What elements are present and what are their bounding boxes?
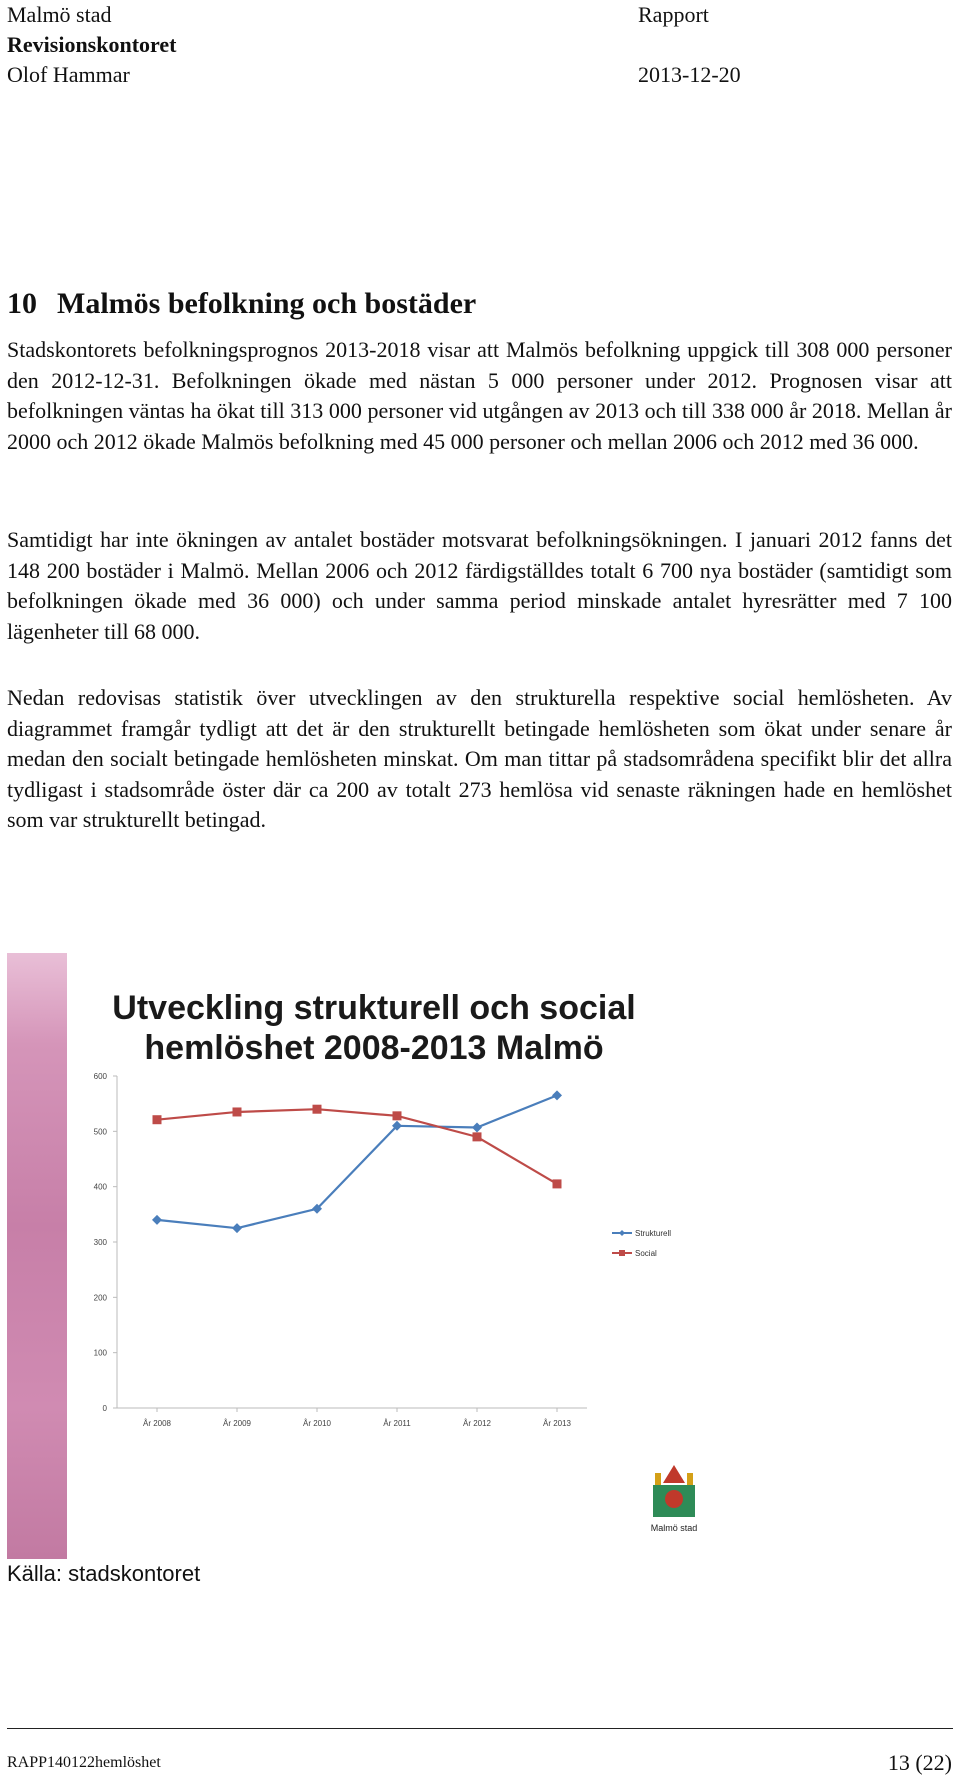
y-tick-label: 200: [93, 1293, 107, 1303]
paragraph-1-block: [7, 335, 952, 457]
paragraph-1: Stadskontorets befolkningsprognos 2013-2018 visar att Malmös befolkning uppgick till 308 000 personer den 2012-12-31. Befolkningen ökade med nästan 5 000 personer under 2012. Prognosen visar att befolkningen väntas ha ökat till 313 000 personer vid utgången av 2013 och till 338 000 år 2018. Mellan år 2000 och 2012 ökade Malmös befolkning med 45 000 personer och mellan 2006 och 2012 med 36 000.: [7, 337, 952, 454]
section-number: 10: [7, 287, 37, 320]
legend-marker: [619, 1250, 625, 1256]
y-tick-label: 100: [93, 1348, 107, 1358]
footer-divider: [7, 1728, 953, 1729]
x-tick-label: År 2012: [462, 1419, 492, 1428]
x-tick-label: År 2009: [222, 1419, 252, 1428]
chart-title-line-1: Utveckling strukturell och social: [112, 989, 636, 1027]
paragraph-2-block: [7, 525, 952, 647]
header-doctype: Rapport: [638, 2, 709, 27]
data-point-social: [473, 1132, 482, 1141]
y-tick-label: 0: [102, 1404, 107, 1413]
malmo-stad-logo: [651, 1465, 698, 1533]
header-org: Malmö stad: [7, 2, 112, 27]
x-tick-label: År 2013: [542, 1419, 572, 1428]
paragraph-3: Nedan redovisas statistik över utvecklingen av den strukturella respektive social hemlösheten. Av diagrammet framgår tydligt att det är den strukturellt betingade hemlösheten som ökat under senare år medan den socialt betingade hemlösheten minskat. Om man tittar på stadsområdena specifikt blir det allra tydligast i stadsområde öster där ca 200 av totalt 273 hemlösa vid senaste räkningen hade en hemlöshet som var strukturellt betingad.: [7, 685, 952, 833]
y-tick-label: 400: [93, 1182, 107, 1192]
x-tick-label: År 2008: [142, 1419, 172, 1428]
header-date: 2013-12-20: [638, 62, 741, 87]
y-tick-label: 600: [93, 1072, 107, 1081]
data-point-strukturell: [472, 1122, 482, 1132]
data-point-social: [553, 1179, 562, 1188]
header-dept: Revisionskontoret: [7, 32, 177, 57]
section-heading: [7, 284, 476, 324]
decorative-stripe: [7, 953, 67, 1559]
data-point-strukturell: [152, 1215, 162, 1225]
footer-page-number: 13 (22): [887, 1750, 952, 1775]
data-point-strukturell: [552, 1090, 562, 1100]
legend-label: Social: [635, 1249, 657, 1258]
x-tick-label: År 2011: [383, 1419, 411, 1428]
x-tick-label: År 2010: [302, 1419, 332, 1428]
line-chart: [67, 953, 767, 1559]
chart-figure: [7, 953, 769, 1573]
footer-doc-id: RAPP140122hemlöshet: [7, 1754, 161, 1771]
chart-title-line-2: hemlöshet 2008-2013 Malmö: [144, 1029, 604, 1067]
source-caption: Källa: stadskontoret: [7, 1561, 201, 1586]
series-line-strukturell: [157, 1095, 557, 1228]
data-point-social: [233, 1107, 242, 1116]
paragraph-2: Samtidigt har inte ökningen av antalet bostäder motsvarat befolkningsökningen. I januari 2012 fanns det 148 200 bostäder i Malmö. Mellan 2006 och 2012 färdigställdes totalt 6 700 nya bostäder (samtidigt som befolkningen ökade med 36 000) och under samma period minskade antalet hyresrätter med 7 100 lägenheter till 68 000.: [7, 527, 952, 644]
data-point-social: [313, 1105, 322, 1114]
header-author: Olof Hammar: [7, 62, 130, 87]
data-point-strukturell: [232, 1223, 242, 1233]
legend-marker: [619, 1230, 625, 1236]
section-title: Malmös befolkning och bostäder: [57, 287, 477, 320]
data-point-social: [153, 1115, 162, 1124]
legend-label: Strukturell: [635, 1229, 672, 1238]
y-tick-label: 500: [93, 1127, 107, 1137]
logo-text: Malmö stad: [650, 1523, 698, 1533]
data-point-social: [393, 1111, 402, 1120]
y-tick-label: 300: [93, 1238, 107, 1247]
paragraph-3-block: [7, 683, 952, 836]
page-header: [7, 0, 767, 90]
